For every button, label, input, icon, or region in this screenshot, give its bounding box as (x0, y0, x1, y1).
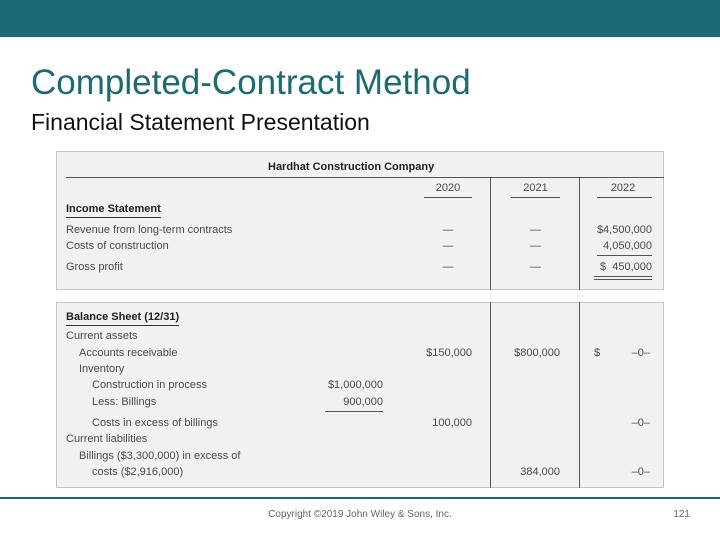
billings-excess-label-line1: Billings ($3,300,000) in excess of (79, 450, 241, 462)
costs-label: Costs of construction (66, 240, 169, 252)
year-2020: 2020 (435, 182, 461, 194)
costs-2022: 4,050,000 (603, 240, 652, 252)
billings-excess-2022: –0– (631, 466, 650, 478)
current-assets-label: Current assets (66, 330, 138, 342)
copyright-notice: Copyright ©2019 John Wiley & Sons, Inc. (268, 509, 452, 520)
gross-profit-double-underline (594, 279, 652, 280)
year-2021-underline (511, 197, 560, 198)
less-billings-label: Less: Billings (92, 396, 157, 408)
revenue-2020: — (442, 224, 454, 236)
column-divider (579, 302, 580, 488)
column-divider (490, 177, 491, 290)
column-divider (490, 302, 491, 488)
gross-profit-2022: $ 450,000 (600, 261, 652, 273)
costs-2021: — (530, 240, 541, 252)
gross-profit-label: Gross profit (66, 261, 123, 273)
costs-in-excess-label: Costs in excess of billings (92, 417, 218, 429)
slide-title: Completed-Contract Method (31, 63, 471, 102)
footer-line (0, 497, 720, 499)
page-number: 121 (673, 509, 690, 520)
costs-underline (597, 255, 652, 256)
accounts-receivable-2022-zero: –0– (631, 347, 650, 359)
company-name: Hardhat Construction Company (268, 161, 435, 173)
slide-subtitle: Financial Statement Presentation (31, 109, 370, 135)
year-2020-underline (424, 197, 472, 198)
company-underline (66, 177, 664, 178)
gross-profit-double-underline (594, 276, 652, 277)
less-billings-value: 900,000 (343, 396, 383, 408)
gross-profit-2020: — (442, 261, 454, 273)
costs-in-excess-2022: –0– (631, 417, 650, 429)
revenue-2021: — (530, 224, 541, 236)
billings-underline (325, 411, 383, 412)
construction-in-process-label: Construction in process (92, 379, 207, 391)
costs-2020: — (442, 240, 454, 252)
balance-sheet-heading: Balance Sheet (12/31) (66, 310, 179, 326)
gross-profit-2021: — (530, 261, 541, 273)
billings-excess-2021: 384,000 (520, 466, 560, 478)
top-bar (0, 0, 720, 37)
accounts-receivable-label: Accounts receivable (79, 347, 178, 359)
revenue-label: Revenue from long-term contracts (66, 224, 233, 236)
revenue-2022: $4,500,000 (596, 224, 652, 236)
income-statement-heading: Income Statement (66, 202, 161, 218)
accounts-receivable-2021: $800,000 (514, 347, 560, 359)
accounts-receivable-2020: $150,000 (426, 347, 472, 359)
inventory-label: Inventory (79, 363, 125, 375)
construction-in-process-value: $1,000,000 (327, 379, 383, 391)
year-2022: 2022 (610, 182, 636, 194)
year-2022-underline (597, 197, 652, 198)
year-2021: 2021 (523, 182, 548, 194)
accounts-receivable-2022-dollar: $ (594, 347, 601, 359)
billings-excess-label-line2: costs ($2,916,000) (92, 466, 184, 478)
costs-in-excess-2020: 100,000 (432, 417, 472, 429)
current-liabilities-label: Current liabilities (66, 433, 148, 445)
